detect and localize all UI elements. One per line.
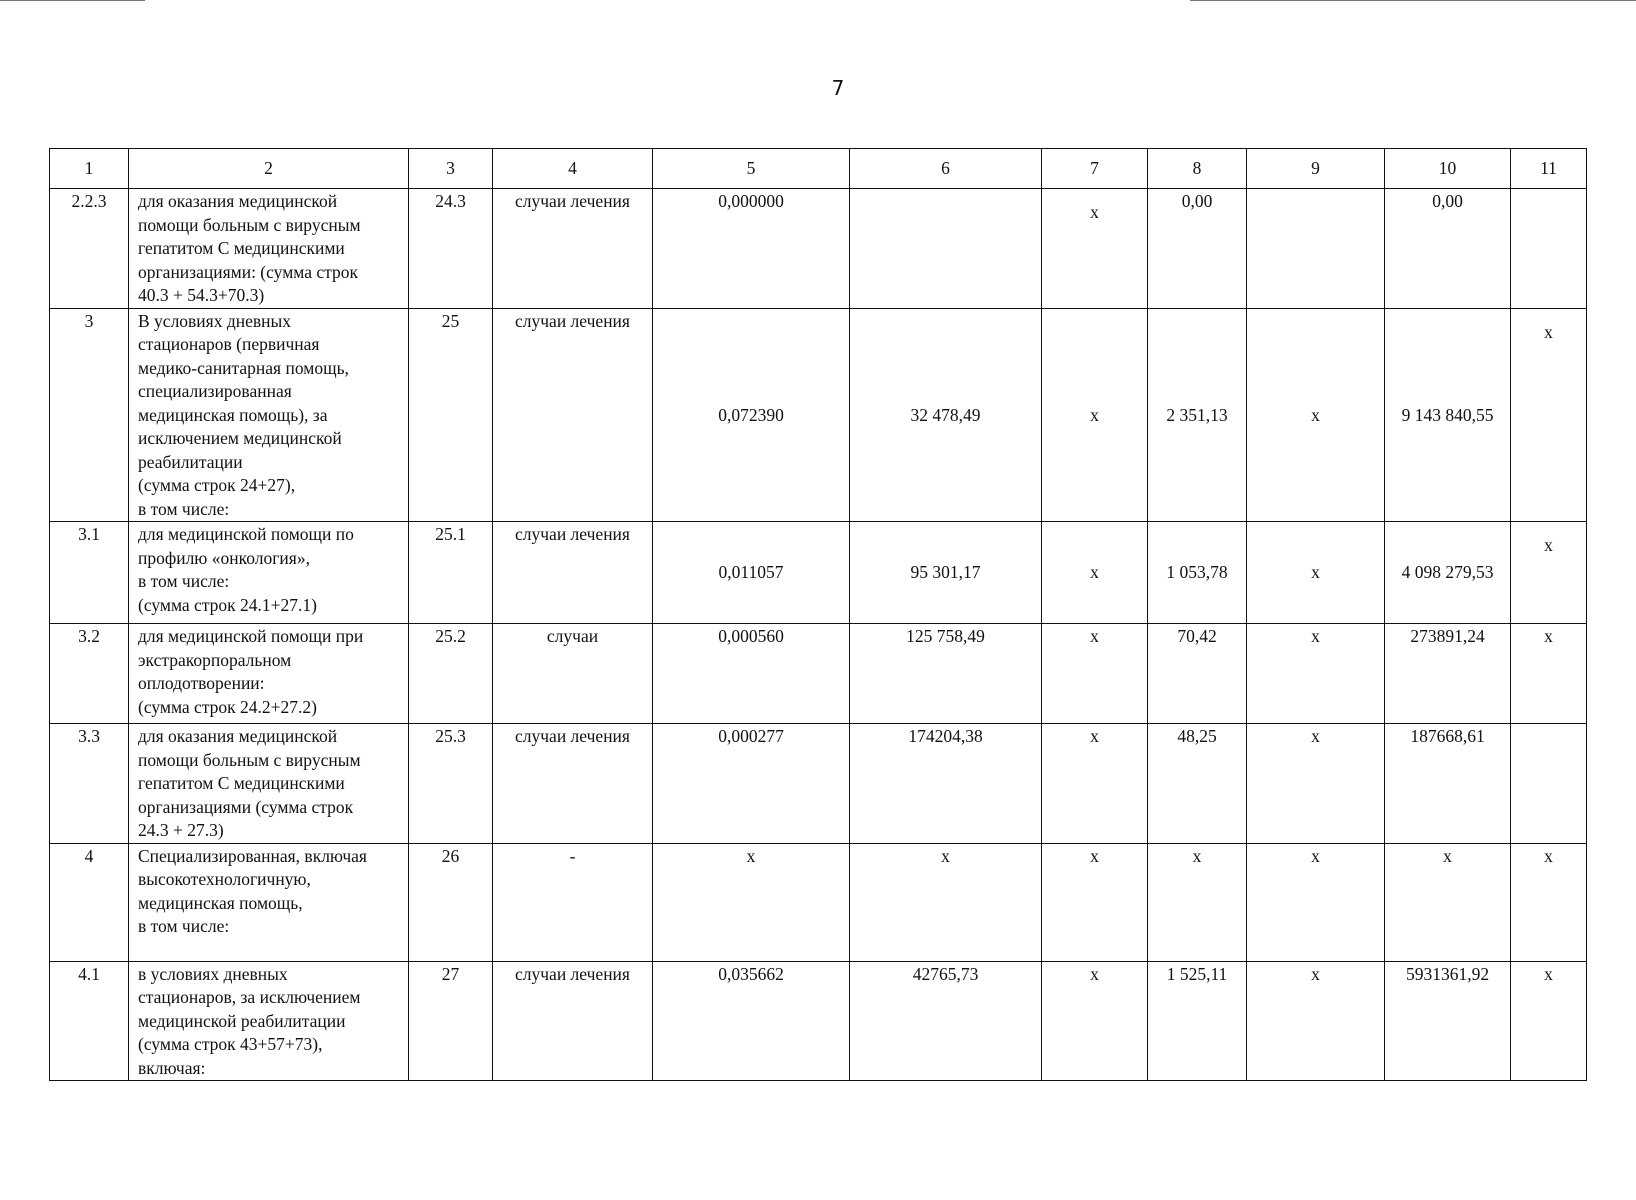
cell-col5: 0,072390 xyxy=(653,308,850,522)
cell-col8: 1 525,11 xyxy=(1148,961,1247,1081)
description-line: в том числе: xyxy=(138,571,230,591)
unit: случаи лечения xyxy=(493,522,653,624)
description-line: гепатитом С медицинскими xyxy=(138,773,345,793)
cell-col10: 273891,24 xyxy=(1385,624,1511,724)
description-line: медицинская помощь, xyxy=(138,892,303,913)
description-line: в том числе: xyxy=(138,916,230,936)
table-row xyxy=(50,843,1587,961)
cell-col6: 42765,73 xyxy=(850,961,1042,1081)
page-number: 7 xyxy=(831,76,845,100)
description-line: стационаров (первичная xyxy=(138,334,320,354)
description-line: для медицинской помощи по xyxy=(138,524,354,544)
table-row xyxy=(50,522,1587,624)
cell-col9: х xyxy=(1247,308,1385,522)
cell-col10: 4 098 279,53 xyxy=(1385,522,1511,624)
cell-col8: 48,25 xyxy=(1148,724,1247,844)
column-header: 6 xyxy=(850,149,1042,189)
line-code: 26 xyxy=(409,843,493,961)
description-line: гепатитом С медицинскими xyxy=(138,238,345,258)
cell-col6: 32 478,49 xyxy=(850,308,1042,522)
table-row xyxy=(50,724,1587,844)
row-number: 3.2 xyxy=(50,624,129,724)
header-row xyxy=(50,149,1587,189)
cell-col8: 1 053,78 xyxy=(1148,522,1247,624)
description-line: (сумма строк 24+27), xyxy=(138,475,296,495)
cell-col7: х xyxy=(1042,843,1148,961)
column-header: 4 xyxy=(493,149,653,189)
description-line: медицинская помощь), за xyxy=(138,404,328,425)
unit: случаи лечения xyxy=(493,961,653,1081)
cell-col5: 0,035662 xyxy=(653,961,850,1081)
unit: случаи лечения xyxy=(493,724,653,844)
description-line: (сумма строк 24.2+27.2) xyxy=(138,696,318,717)
cell-col10: х xyxy=(1385,843,1511,961)
scan-top-rule-left xyxy=(0,0,145,1)
cell-col6 xyxy=(850,189,1042,309)
description-line: профилю «онкология», xyxy=(138,547,310,568)
description-line: Специализированная, включая xyxy=(138,845,367,866)
row-description xyxy=(129,624,409,724)
cell-col9: х xyxy=(1247,961,1385,1081)
description-line: помощи больным с вирусным xyxy=(138,749,361,770)
cell-col11: х xyxy=(1511,624,1587,724)
row-number: 4 xyxy=(50,843,129,961)
cell-col8: 70,42 xyxy=(1148,624,1247,724)
unit: - xyxy=(493,843,653,961)
row-description xyxy=(129,189,409,309)
cell-col6: 174204,38 xyxy=(850,724,1042,844)
column-header: 7 xyxy=(1042,149,1148,189)
row-number: 2.2.3 xyxy=(50,189,129,309)
column-header: 11 xyxy=(1511,149,1587,189)
description-line: высокотехнологичную, xyxy=(138,869,311,889)
cell-col7: х xyxy=(1042,522,1148,624)
cell-col8: 0,00 xyxy=(1148,189,1247,309)
description-line: организациями (сумма строк xyxy=(138,796,354,817)
data-table xyxy=(49,148,1587,1081)
description-line: включая: xyxy=(138,1057,206,1078)
row-description xyxy=(129,843,409,961)
cell-col9: х xyxy=(1247,624,1385,724)
cell-col6: 95 301,17 xyxy=(850,522,1042,624)
cell-col11: х xyxy=(1511,843,1587,961)
cell-col9: х xyxy=(1247,522,1385,624)
unit: случаи лечения xyxy=(493,308,653,522)
description-line: в том числе: xyxy=(138,498,230,519)
row-number: 4.1 xyxy=(50,961,129,1081)
line-code: 25.2 xyxy=(409,624,493,724)
cell-col8: 2 351,13 xyxy=(1148,308,1247,522)
line-code: 25.1 xyxy=(409,522,493,624)
description-line: (сумма строк 24.1+27.1) xyxy=(138,594,318,615)
cell-col5: 0,000560 xyxy=(653,624,850,724)
column-header: 10 xyxy=(1385,149,1511,189)
description-line: специализированная xyxy=(138,381,292,401)
cell-col11: х xyxy=(1511,522,1587,624)
row-description xyxy=(129,724,409,844)
description-line: стационаров, за исключением xyxy=(138,987,361,1007)
line-code: 25 xyxy=(409,308,493,522)
line-code: 27 xyxy=(409,961,493,1081)
description-line: оплодотворении: xyxy=(138,673,265,693)
description-line: экстракорпоральном xyxy=(138,649,292,670)
cell-col10: 0,00 xyxy=(1385,189,1511,309)
cell-col7: х xyxy=(1042,189,1148,309)
scan-top-rule-right xyxy=(1190,0,1636,1)
description-line: помощи больным с вирусным xyxy=(138,214,361,235)
row-number: 3.3 xyxy=(50,724,129,844)
column-header: 9 xyxy=(1247,149,1385,189)
cell-col9 xyxy=(1247,189,1385,309)
row-description xyxy=(129,308,409,522)
cell-col5: 0,011057 xyxy=(653,522,850,624)
cell-col5: 0,000277 xyxy=(653,724,850,844)
cell-col7: х xyxy=(1042,961,1148,1081)
description-line: организациями: (сумма строк xyxy=(138,261,358,282)
column-header: 5 xyxy=(653,149,850,189)
column-header: 3 xyxy=(409,149,493,189)
cell-col11: х xyxy=(1511,308,1587,522)
cell-col6: х xyxy=(850,843,1042,961)
description-line: для оказания медицинской xyxy=(138,726,338,746)
column-header: 1 xyxy=(50,149,129,189)
cell-col11 xyxy=(1511,724,1587,844)
table-row xyxy=(50,189,1587,309)
table-row xyxy=(50,961,1587,1081)
cell-col11 xyxy=(1511,189,1587,309)
description-line: реабилитации xyxy=(138,451,243,472)
cell-col8: х xyxy=(1148,843,1247,961)
description-line: (сумма строк 43+57+73), xyxy=(138,1034,323,1054)
cell-col6: 125 758,49 xyxy=(850,624,1042,724)
description-line: 24.3 + 27.3) xyxy=(138,820,224,840)
cell-col10: 5931361,92 xyxy=(1385,961,1511,1081)
description-line: 40.3 + 54.3+70.3) xyxy=(138,285,265,305)
line-code: 24.3 xyxy=(409,189,493,309)
unit: случаи лечения xyxy=(493,189,653,309)
unit: случаи xyxy=(493,624,653,724)
cell-col9: х xyxy=(1247,724,1385,844)
description-line: для оказания медицинской xyxy=(138,191,338,211)
cell-col7: х xyxy=(1042,724,1148,844)
description-line: для медицинской помощи при xyxy=(138,626,364,646)
description-line: исключением медицинской xyxy=(138,428,342,448)
row-number: 3.1 xyxy=(50,522,129,624)
cell-col10: 9 143 840,55 xyxy=(1385,308,1511,522)
description-line: медико-санитарная помощь, xyxy=(138,357,349,378)
cell-col9: х xyxy=(1247,843,1385,961)
column-header: 8 xyxy=(1148,149,1247,189)
row-description xyxy=(129,961,409,1081)
cell-col5: х xyxy=(653,843,850,961)
cell-col11: х xyxy=(1511,961,1587,1081)
cell-col7: х xyxy=(1042,624,1148,724)
description-line: в условиях дневных xyxy=(138,963,288,984)
cell-col5: 0,000000 xyxy=(653,189,850,309)
line-code: 25.3 xyxy=(409,724,493,844)
row-number: 3 xyxy=(50,308,129,522)
row-description xyxy=(129,522,409,624)
description-line: медицинской реабилитации xyxy=(138,1010,346,1031)
table-row xyxy=(50,308,1587,522)
table-row xyxy=(50,624,1587,724)
column-header: 2 xyxy=(129,149,409,189)
description-line: В условиях дневных xyxy=(138,310,292,331)
cell-col7: х xyxy=(1042,308,1148,522)
cell-col10: 187668,61 xyxy=(1385,724,1511,844)
